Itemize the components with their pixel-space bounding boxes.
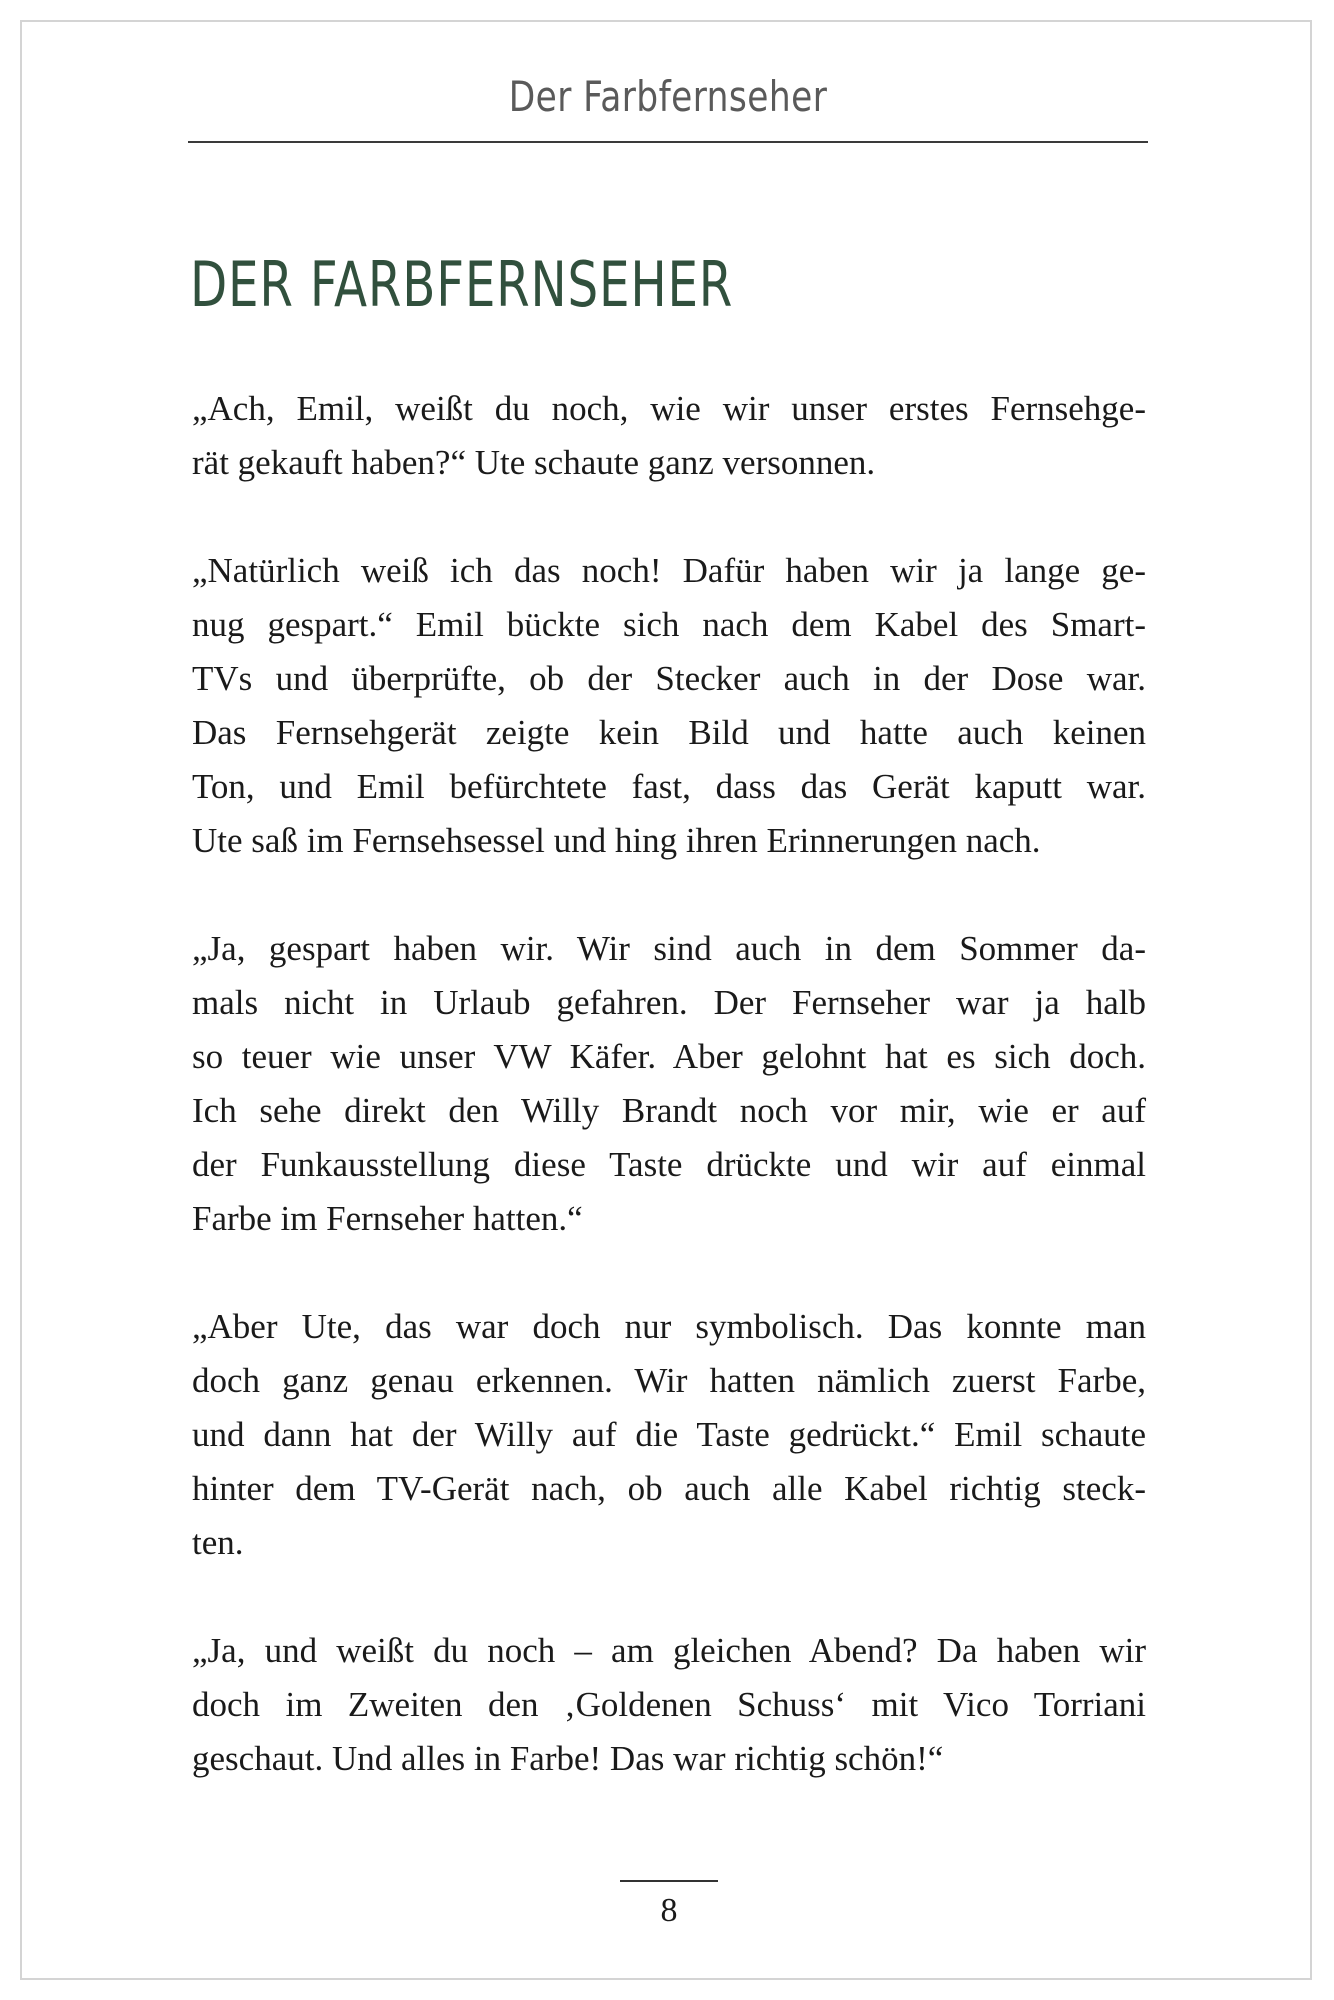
text-line: doch im Zweiten den ‚Goldenen Schuss‘ mit Vico Torriani: [192, 1685, 1146, 1724]
paragraph-1: [192, 382, 1146, 490]
text-line: rät gekauft haben?“ Ute schaute ganz versonnen.: [192, 443, 876, 482]
text-line: und dann hat der Willy auf die Taste gedrückt.“ Emil schaute: [192, 1415, 1146, 1454]
text-line: „Aber Ute, das war doch nur symbolisch. Das konnte man: [192, 1307, 1146, 1346]
text-line: „Ja, gespart haben wir. Wir sind auch in dem Sommer da-: [192, 929, 1146, 968]
body-text: [192, 382, 1146, 1786]
chapter-title: DER FARBFERNSEHER: [190, 248, 734, 321]
text-line: „Ach, Emil, weißt du noch, wie wir unser erstes Fernsehge-: [192, 389, 1146, 428]
text-line: TVs und überprüfte, ob der Stecker auch in der Dose war.: [192, 659, 1146, 698]
text-line: Das Fernsehgerät zeigte kein Bild und hatte auch keinen: [192, 713, 1146, 752]
paragraph-5: [192, 1624, 1146, 1786]
text-line: der Funkausstellung diese Taste drückte und wir auf einmal: [192, 1145, 1146, 1184]
text-line: doch ganz genau erkennen. Wir hatten nämlich zuerst Farbe,: [192, 1361, 1146, 1400]
text-line: geschaut. Und alles in Farbe! Das war richtig schön!“: [192, 1739, 944, 1778]
header-divider: [188, 141, 1148, 143]
text-line: ten.: [192, 1523, 244, 1562]
paragraph-3: [192, 922, 1146, 1246]
paragraph-2: [192, 544, 1146, 868]
text-line: Ton, und Emil befürchtete fast, dass das Gerät kaputt war.: [192, 767, 1146, 806]
text-line: mals nicht in Urlaub gefahren. Der Fernseher war ja halb: [192, 983, 1146, 1022]
text-line: nug gespart.“ Emil bückte sich nach dem Kabel des Smart-: [192, 605, 1146, 644]
text-line: „Ja, und weißt du noch – am gleichen Abend? Da haben wir: [192, 1631, 1146, 1670]
running-header-title: Der Farbfernseher: [508, 72, 828, 121]
text-line: so teuer wie unser VW Käfer. Aber gelohnt hat es sich doch.: [192, 1037, 1146, 1076]
text-line: Ich sehe direkt den Willy Brandt noch vor mir, wie er auf: [192, 1091, 1146, 1130]
footer-divider: [620, 1880, 718, 1882]
text-line: Farbe im Fernseher hatten.“: [192, 1199, 583, 1238]
paragraph-4: [192, 1300, 1146, 1570]
text-line: „Natürlich weiß ich das noch! Dafür haben wir ja lange ge-: [192, 551, 1146, 590]
page-number: 8: [660, 1892, 678, 1929]
text-line: Ute saß im Fernsehsessel und hing ihren Erinnerungen nach.: [192, 821, 1041, 860]
text-line: hinter dem TV-Gerät nach, ob auch alle Kabel richtig steck-: [192, 1469, 1146, 1508]
